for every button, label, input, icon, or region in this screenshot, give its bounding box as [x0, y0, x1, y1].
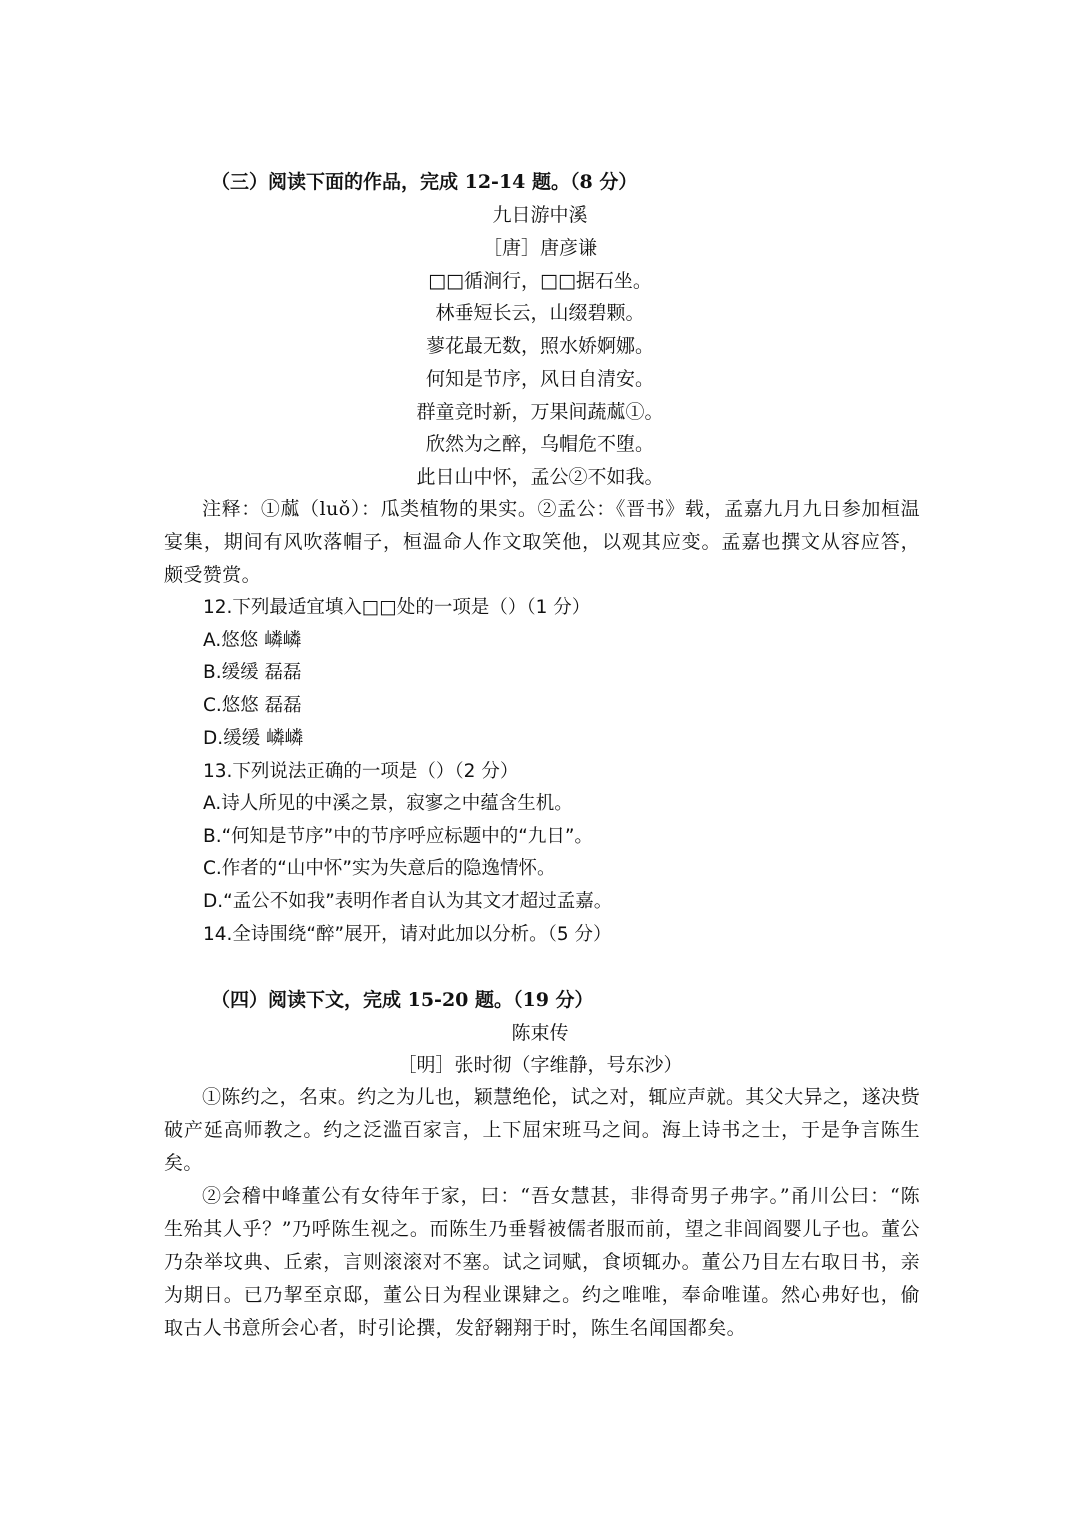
- question-12-option: C.悠悠 磊磊: [203, 695, 302, 716]
- article-paragraph-1: ①陈约之，名束。约之为儿也，颖慧绝伦，试之对，辄应声就。其父大异之，遂决赀破产延高师教之。约之泛滥百家言，上下屈宋班马之间。海上诗书之士，于是争言陈生矣。: [164, 1086, 920, 1174]
- poem-line: 蓼花最无数，照水娇婀娜。: [425, 335, 654, 357]
- poem-line: 欣然为之醉，乌帽危不堕。: [425, 433, 654, 455]
- poem-line: 林垂短长云，山缀碧颗。: [435, 302, 645, 324]
- question-13-option: A.诗人所见的中溪之景，寂寥之中蕴含生机。: [203, 793, 573, 814]
- poem-line: 群童竞时新，万果间蔬蓏①。: [416, 401, 664, 423]
- question-13-stem: 13.下列说法正确的一项是（）（2 分）: [203, 761, 519, 782]
- question-13-option: B.“何知是节序”中的节序呼应标题中的“九日”。: [203, 826, 593, 847]
- poem-line: 此日山中怀，孟公②不如我。: [416, 466, 664, 488]
- question-13-option: D.“孟公不如我”表明作者自认为其文才超过孟嘉。: [203, 891, 613, 912]
- question-14-stem: 14.全诗围绕“醉”展开，请对此加以分析。（5 分）: [203, 924, 612, 945]
- section4-heading: （四）阅读下文，完成 15-20 题。（19 分）: [211, 989, 594, 1011]
- article-title: 陈束传: [511, 1022, 569, 1044]
- poem-line: 何知是节序，风日自清安。: [425, 368, 654, 390]
- question-12-option: D.缓缓 嶙嶙: [203, 728, 304, 749]
- article-paragraph-2: ②会稽中峰董公有女待年于家，曰：“吾女慧甚，非得奇男子弗字。”甬川公曰：“陈生殆其人乎？”乃呼陈生视之。而陈生乃垂髫被儒者服而前，望之非闾阎婴儿子也。董公乃杂举坟典、丘索，言则滚滚对不塞。试之词赋，食顷辄办。董公乃目左右取日书，亲为期日。已乃挈至京邸，董公日为程业课肄之。约之唯唯，奉命唯谨。然心弗好也，偷取古人书意所会心者，时引论撰，发舒翱翔于时，陈生名闻国都矣。: [164, 1185, 920, 1339]
- question-12-option: A.悠悠 嶙嶙: [203, 630, 302, 651]
- article-author: ［明］张时彻（字维静，号东沙）: [397, 1054, 683, 1076]
- question-12-option: B.缓缓 磊磊: [203, 662, 302, 683]
- poem-line: □□循涧行，□□据石坐。: [428, 270, 652, 292]
- section3-heading: （三）阅读下面的作品，完成 12-14 题。（8 分）: [211, 171, 638, 193]
- poem-note: 注释：①蓏（luǒ）：瓜类植物的果实。②孟公：《晋书》载，孟嘉九月九日参加桓温宴集，期间有风吹落帽子，桓温命人作文取笑他，以观其应变。孟嘉也撰文从容应答，颇受赞赏。: [164, 498, 920, 586]
- question-12-stem: 12.下列最适宜填入□□处的一项是（）（1 分）: [203, 597, 591, 618]
- poem-author: ［唐］唐彦谦: [482, 237, 597, 259]
- question-13-option: C.作者的“山中怀”实为失意后的隐逸情怀。: [203, 858, 556, 879]
- poem-title: 九日游中溪: [492, 204, 588, 226]
